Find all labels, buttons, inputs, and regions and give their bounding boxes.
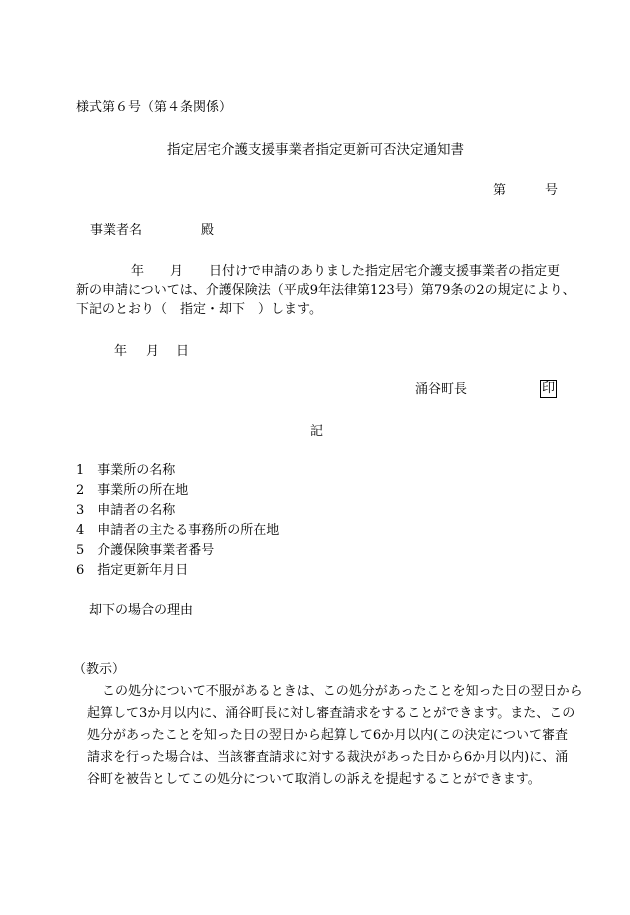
- item-label: 指定更新年月日: [97, 563, 189, 578]
- item-label: 申請者の名称: [97, 503, 176, 518]
- list-item: [76, 502, 175, 520]
- item-label: 事業所の所在地: [97, 483, 189, 498]
- item-label: 申請者の主たる事務所の所在地: [97, 523, 280, 538]
- item-number: 4: [76, 523, 85, 538]
- date-month: 月: [146, 344, 160, 359]
- item-number: 3: [76, 503, 85, 518]
- instruction-line-5: 谷町を被告としてこの処分について取消しの訴えを提起することができます。: [87, 772, 541, 787]
- number-prefix: 第: [493, 183, 507, 198]
- item-number: 2: [76, 483, 85, 498]
- date-year: 年: [114, 344, 128, 359]
- number-suffix: 号: [545, 183, 559, 198]
- list-item: [76, 462, 175, 480]
- list-item: [76, 542, 214, 560]
- ki-heading: 記: [310, 424, 324, 439]
- body-line-1: 年 月 日付けで申請のありました指定居宅介護支援事業者の指定更: [131, 264, 561, 279]
- instruction-heading: （教示）: [73, 662, 126, 677]
- form-label: 様式第６号（第４条関係）: [76, 100, 233, 115]
- body-line-3: 下記のとおり（ 指定・却下 ）します。: [76, 302, 322, 317]
- date-day: 日: [176, 344, 190, 359]
- list-item: [76, 522, 279, 540]
- item-number: 6: [76, 563, 85, 578]
- seal-mark: 印: [542, 381, 556, 396]
- item-number: 1: [76, 463, 85, 478]
- instruction-line-1: この処分について不服があるときは、この処分があったことを知った日の翌日から: [102, 684, 583, 699]
- document-title: 指定居宅介護支援事業者指定更新可否決定通知書: [167, 142, 464, 158]
- item-label: 介護保険事業者番号: [97, 543, 215, 558]
- item-number: 5: [76, 543, 85, 558]
- instruction-line-4: 請求を行った場合は、当該審査請求に対する裁決があった日から6か月以内)に、涌: [87, 750, 569, 765]
- addressee-label: 事業者名: [90, 223, 143, 238]
- rejection-reason-label: 却下の場合の理由: [89, 603, 194, 618]
- body-line-2: 新の申請については、介護保険法（平成9年法律第123号）第79条の2の規定により、: [76, 283, 576, 298]
- instruction-line-3: 処分があったことを知った日の翌日から起算して6か月以内(この決定について審査: [87, 728, 568, 743]
- addressee-honorific: 殿: [201, 223, 215, 238]
- list-item: [76, 482, 188, 500]
- list-item: [76, 562, 188, 580]
- item-label: 事業所の名称: [97, 463, 176, 478]
- issuer-name: 涌谷町長: [415, 382, 468, 397]
- instruction-line-2: 起算して3か月以内に、涌谷町長に対し審査請求をすることができます。また、この: [87, 706, 576, 721]
